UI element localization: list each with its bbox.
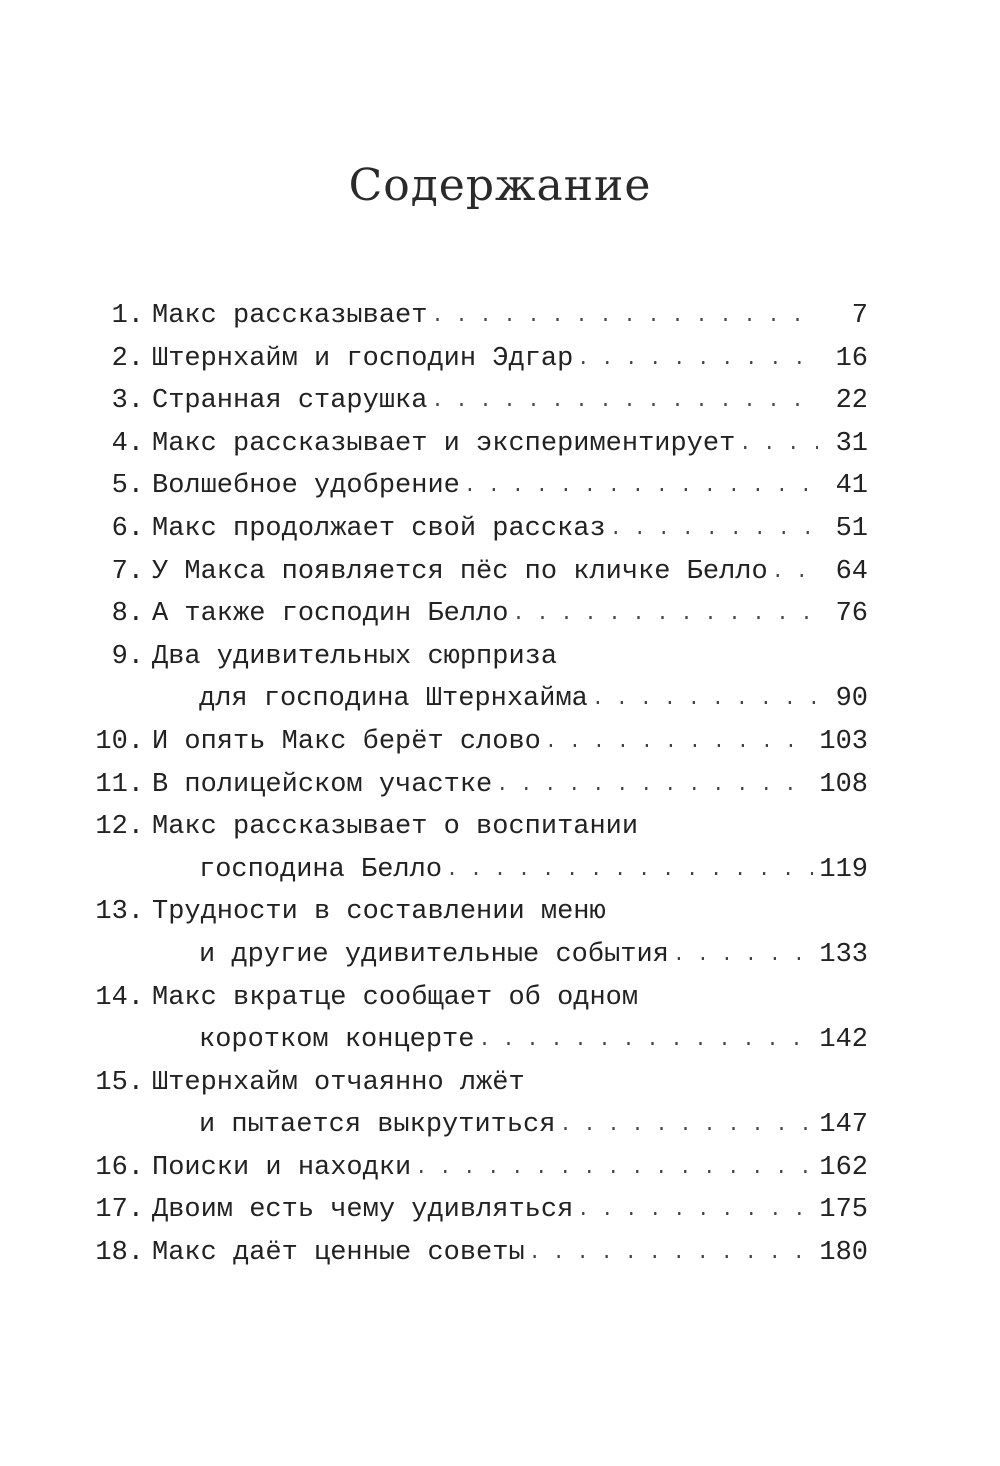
toc-entry	[88, 764, 868, 807]
dot-leader	[512, 593, 818, 638]
toc-entry-continuation	[88, 934, 868, 977]
page-number: 108	[819, 769, 868, 800]
dot-leader	[592, 678, 818, 723]
dot-leader	[496, 764, 813, 809]
dot-leader	[529, 1232, 814, 1277]
page-title: Содержание	[348, 160, 652, 211]
toc-entry	[88, 508, 868, 551]
chapter-title: Штернхайм отчаянно лжёт	[152, 1067, 525, 1098]
dot-leader	[577, 1189, 813, 1234]
page-number: 142	[819, 1025, 868, 1056]
toc-entry	[88, 1147, 868, 1190]
toc-entry-continuation	[88, 1019, 868, 1062]
dot-leader	[673, 934, 814, 979]
chapter-title: Макс рассказывает	[152, 301, 428, 331]
chapter-number: 11.	[95, 769, 144, 800]
toc-entry	[88, 551, 868, 594]
chapter-title: Два удивительных сюрприза	[152, 641, 558, 672]
page-number: 103	[819, 726, 868, 757]
chapter-number: 7.	[111, 556, 144, 587]
chapter-number: 3.	[111, 386, 144, 417]
chapter-title: У Макса появляется пёс по кличке Белло	[152, 556, 768, 587]
chapter-title: Двоим есть чему удивляться	[152, 1195, 574, 1226]
chapter-title: коротком концерте	[199, 1025, 475, 1056]
chapter-title: и другие удивительные события	[199, 939, 669, 970]
page-number: 133	[819, 939, 868, 970]
chapter-title: и пытается выкрутиться	[199, 1110, 556, 1141]
chapter-number: 10.	[95, 726, 144, 757]
toc-entry	[88, 423, 868, 466]
page-number: 90	[835, 684, 868, 715]
page-number: 162	[819, 1152, 868, 1183]
toc-entry	[88, 636, 868, 679]
dot-leader	[415, 1147, 813, 1192]
dot-leader	[545, 721, 814, 766]
toc-entry	[88, 806, 868, 849]
page-number: 76	[835, 599, 868, 630]
chapter-number: 9.	[111, 641, 144, 672]
page-number: 16	[835, 343, 868, 374]
chapter-title: Волшебное удобрение	[152, 471, 460, 502]
chapter-title: Трудности в составлении меню	[152, 897, 606, 928]
chapter-number: 12.	[95, 812, 144, 843]
chapter-title: Макс рассказывает и экспериментирует	[152, 428, 736, 459]
chapter-number: 16.	[95, 1152, 144, 1183]
chapter-title: В полицейском участке	[152, 769, 493, 800]
dot-leader	[577, 338, 818, 383]
toc-entry	[88, 721, 868, 764]
chapter-title: Макс вкратце сообщает об одном	[152, 982, 639, 1013]
chapter-title: господина Белло	[199, 854, 443, 885]
chapter-number: 2.	[111, 343, 144, 374]
page-number: 7	[851, 301, 868, 331]
page-number: 31	[835, 428, 868, 459]
dot-leader	[431, 380, 818, 425]
table-of-contents	[88, 295, 868, 1275]
chapter-title: А также господин Белло	[152, 599, 509, 630]
page-number: 119	[819, 854, 868, 885]
toc-entry	[88, 1189, 868, 1232]
chapter-title: Макс даёт ценные советы	[152, 1238, 525, 1269]
page-number: 175	[819, 1195, 868, 1226]
toc-entry-continuation	[88, 1104, 868, 1147]
chapter-title: Штернхайм и господин Эдгар	[152, 343, 574, 374]
toc-entry	[88, 977, 868, 1020]
dot-leader	[478, 1019, 813, 1064]
page-number: 147	[819, 1110, 868, 1141]
chapter-number: 4.	[111, 428, 144, 459]
dot-leader	[559, 1104, 813, 1149]
toc-entry	[88, 593, 868, 636]
toc-entry	[88, 891, 868, 934]
toc-entry	[88, 1062, 868, 1105]
chapter-number: 13.	[95, 897, 144, 928]
page-number: 64	[835, 556, 868, 587]
dot-leader	[446, 849, 813, 894]
page-number: 22	[835, 386, 868, 417]
page-number: 51	[835, 513, 868, 544]
dot-leader	[464, 465, 818, 510]
chapter-number: 1.	[111, 301, 144, 331]
toc-entry-continuation	[88, 678, 868, 721]
dot-leader	[431, 295, 818, 340]
toc-entry	[88, 380, 868, 423]
toc-entry	[88, 338, 868, 381]
toc-entry	[88, 295, 868, 338]
chapter-title: Поиски и находки	[152, 1152, 412, 1183]
chapter-title: Макс продолжает свой рассказ	[152, 513, 606, 544]
toc-entry-continuation	[88, 849, 868, 892]
chapter-number: 15.	[95, 1067, 144, 1098]
chapter-number: 6.	[111, 513, 144, 544]
dot-leader	[772, 551, 818, 596]
dot-leader	[610, 508, 818, 553]
chapter-title: Макс рассказывает о воспитании	[152, 812, 639, 843]
toc-entry	[88, 465, 868, 508]
chapter-title: Странная старушка	[152, 386, 428, 417]
chapter-title: для господина Штернхайма	[199, 684, 588, 715]
dot-leader	[739, 423, 818, 468]
toc-entry	[88, 1232, 868, 1275]
page-number: 180	[819, 1238, 868, 1269]
chapter-number: 17.	[95, 1195, 144, 1226]
chapter-number: 8.	[111, 599, 144, 630]
chapter-title: И опять Макс берёт слово	[152, 726, 541, 757]
chapter-number: 18.	[95, 1238, 144, 1269]
chapter-number: 14.	[95, 982, 144, 1013]
page-number: 41	[835, 471, 868, 502]
chapter-number: 5.	[111, 471, 144, 502]
